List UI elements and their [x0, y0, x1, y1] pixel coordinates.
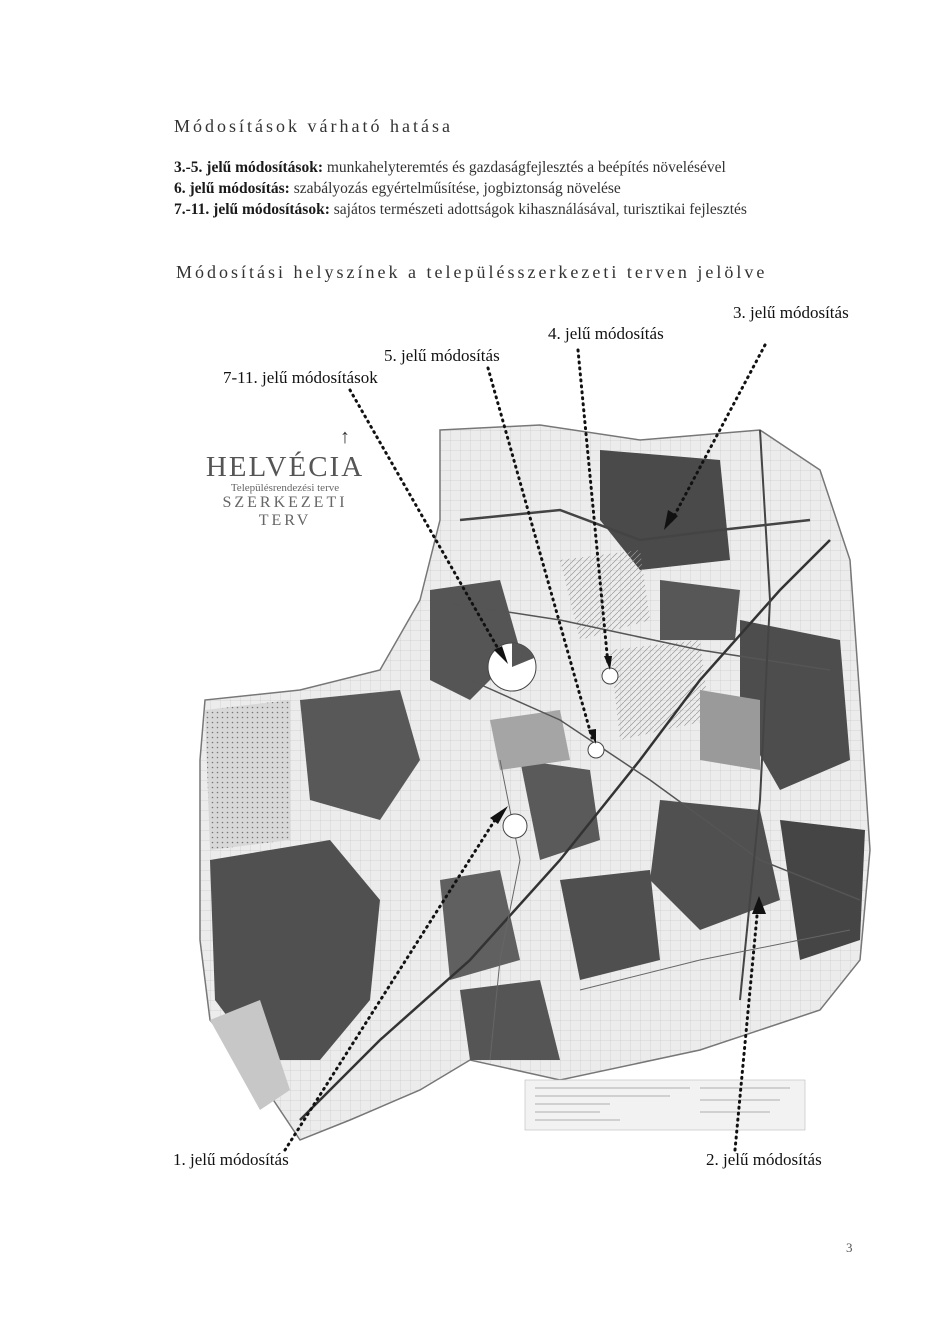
site-marker-1 [503, 814, 527, 838]
effect-text: sajátos természeti adottságok kihasználásával, turisztikai fejlesztés [329, 201, 747, 218]
callout-5: 5. jelű módosítás [384, 346, 500, 365]
section-heading-effects: Módosítások várható hatása [174, 116, 453, 136]
map-zone-light [205, 700, 290, 850]
callout-1: 1. jelű módosítás [173, 1150, 289, 1169]
north-arrow-icon: ↑ [340, 426, 350, 448]
callout-7-11: 7-11. jelű módosítások [223, 368, 378, 387]
logo-main: SZERKEZETI TERV [222, 494, 348, 529]
map-legend [525, 1080, 805, 1130]
effect-label: 7.-11. jelű módosítások: [174, 201, 330, 218]
map-zone-medium [700, 690, 760, 770]
callout-4: 4. jelű módosítás [548, 324, 664, 343]
site-marker-4 [602, 668, 618, 684]
map-zone-dark [660, 580, 740, 640]
callout-3: 3. jelű módosítás [733, 303, 849, 322]
effect-text: munkahelyteremtés és gazdaságfejlesztés a beépítés növelésével [322, 159, 726, 176]
effect-text: szabályozás egyértelműsítése, jogbiztonság növelése [289, 180, 621, 197]
effect-label: 6. jelű módosítás: [174, 180, 290, 197]
logo-subtitle: Településrendezési terve [230, 482, 340, 494]
section-heading-locations: Módosítási helyszínek a településszerkezeti terven jelölve [176, 262, 768, 282]
page-number: 3 [846, 1240, 853, 1255]
effect-label: 3.-5. jelű módosítások: [174, 159, 323, 176]
logo-title: HELVÉCIA [205, 451, 365, 483]
callout-2: 2. jelű módosítás [706, 1150, 822, 1169]
plan-logo [200, 452, 370, 530]
site-marker-5 [588, 742, 604, 758]
